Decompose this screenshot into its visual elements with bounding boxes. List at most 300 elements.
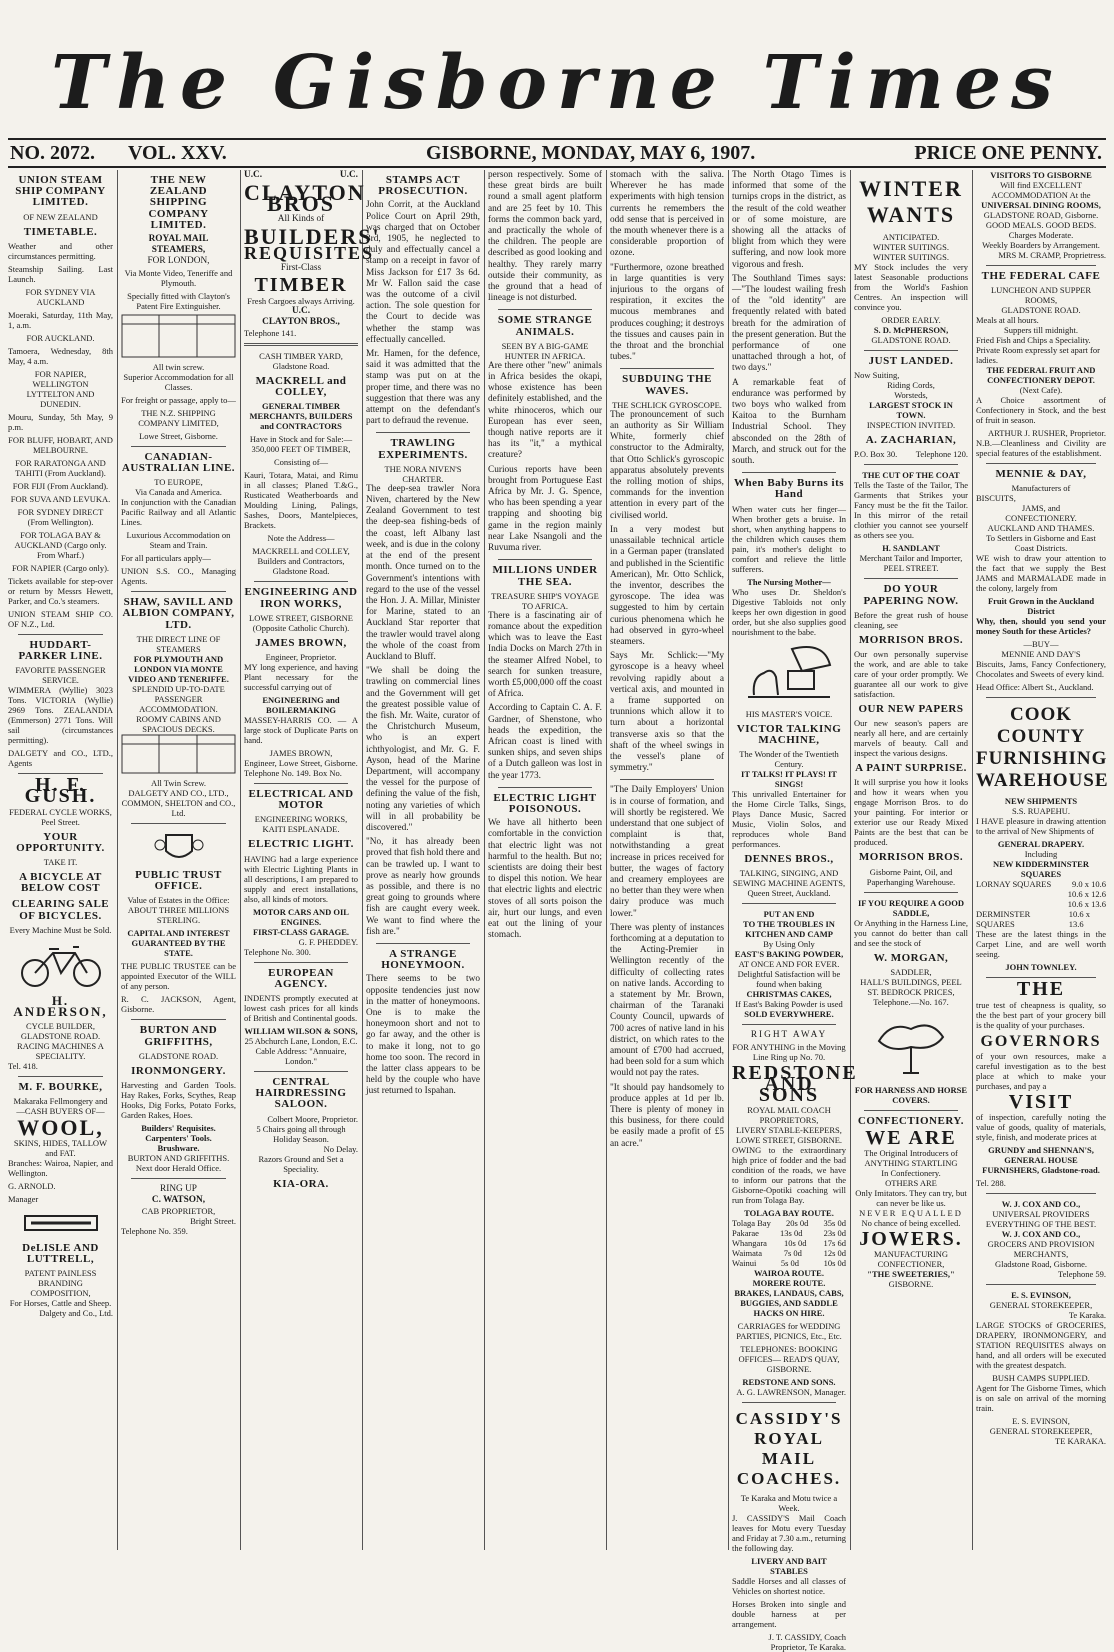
separator bbox=[864, 464, 958, 465]
worsteds: Worsteds, bbox=[894, 390, 928, 401]
wool-buyers: —CASH BUYERS OF— bbox=[16, 1106, 105, 1117]
now-suiting: Now Suiting, bbox=[854, 370, 900, 381]
others-are: OTHERS ARE bbox=[885, 1178, 937, 1189]
delightful-text: Delightful Satisfaction will be found when baking bbox=[737, 969, 841, 990]
sailing-line: FOR SYDNEY VIA AUCKLAND bbox=[25, 286, 96, 307]
motor-cars: MOTOR CARS AND OIL ENGINES. bbox=[253, 906, 349, 927]
column-divider bbox=[850, 170, 851, 1550]
lawrenson-manager: A. G. LAWRENSON, Manager. bbox=[736, 1387, 846, 1398]
separator bbox=[18, 634, 103, 635]
separator bbox=[131, 446, 226, 447]
gladstone-gisborne: GLADSTONE ROAD, Gisborne. bbox=[983, 210, 1099, 220]
skins-text: SKINS, HIDES, TALLOW and FAT. bbox=[13, 1137, 108, 1158]
manufacturers-of: Manufacturers of bbox=[1011, 483, 1071, 494]
sailing-line: FOR SYDNEY DIRECT (From Wellington). bbox=[17, 506, 104, 527]
separator bbox=[376, 943, 470, 944]
winter-suitings-2: WINTER SUITINGS. bbox=[872, 252, 950, 262]
harness-text: Or Anything in the Harness Line, you cannot do better than call and see the stock of bbox=[854, 917, 968, 948]
treasure-sub: TREASURE SHIP'S VOYAGE TO AFRICA. bbox=[491, 590, 599, 611]
grundy-name: GRUNDY and SHENNAN'S, GENERAL HOUSE FURNISHERS, Gladstone-road. bbox=[982, 1145, 1100, 1176]
queen-street: Queen Street, Auckland. bbox=[747, 888, 831, 899]
zacharian-name: A. ZACHARIAN, bbox=[865, 434, 957, 447]
route-single: 10s 0d bbox=[784, 1238, 807, 1249]
value-text: Value of Estates in the Office: ABOUT THREE MILLIONS STERLING. bbox=[127, 895, 230, 926]
royal-mail-coach: ROYAL MAIL COACH PROPRIETORS, bbox=[747, 1105, 831, 1126]
route-row bbox=[732, 1258, 846, 1268]
gladstone-gisborne-2: Gladstone Road, Gisborne. bbox=[994, 1259, 1088, 1270]
uc-right: U.C. bbox=[339, 170, 358, 180]
sailing-line: FOR FIJI (From Auckland). bbox=[12, 480, 109, 491]
particulars-text: For all particulars apply— bbox=[121, 553, 211, 564]
european-heading: EUROPEAN AGENCY. bbox=[268, 966, 334, 990]
column-divider bbox=[606, 170, 607, 1550]
coaches-text: OWING to the extraordinary high price of fodder and the bad condition of the roads, we have to inform our patrons that the Gisborne-Opotiki coaching will run from Tolaga Bay. bbox=[732, 1145, 846, 1206]
colbert-moore: Colbert Moore, Proprietor. bbox=[267, 1113, 358, 1124]
ruapehu: S.S. RUAPEHU. bbox=[1011, 806, 1071, 817]
route-row bbox=[732, 1218, 846, 1228]
forhorses-text: For Horses, Cattle and Sheep. bbox=[9, 1298, 112, 1309]
livery-stable: LIVERY STABLE-KEEPERS, bbox=[736, 1125, 842, 1136]
sailing-line: Steamship Sailing. Last Launch. bbox=[8, 263, 113, 284]
hfgush-street: Peel Street. bbox=[41, 816, 80, 827]
dalgety-agents: DALGETY AND CO., LTD., COMMON, SHELTON and CO., Ltd. bbox=[121, 788, 236, 819]
nzship-heading: THE NEW ZEALAND SHIPPING COMPANY LIMITED. bbox=[148, 174, 209, 231]
separator bbox=[254, 581, 348, 582]
twin-screw-2: All Twin Screw. bbox=[150, 778, 207, 789]
buy: —BUY— bbox=[1023, 639, 1059, 650]
electrical-heading: ELECTRICAL AND MOTOR bbox=[248, 788, 354, 812]
cox-name: W. J. COX AND CO., bbox=[1001, 1199, 1081, 1210]
victor-text: This unrivalled Entertainer for the Home Circle Talks, Sings, Plays Dance Music, Sacred Music, Violin Solos, and reproduces whole Band performances. bbox=[732, 789, 846, 850]
townley-name: JOHN TOWNLEY. bbox=[1005, 962, 1077, 973]
morgan-tel: Telephone.—No. 167. bbox=[873, 996, 949, 1007]
watson-tel: Telephone No. 359. bbox=[121, 1226, 188, 1237]
sailing-line: FOR TOLAGA BAY & AUCKLAND (Cargo only. From Wharf.) bbox=[14, 529, 107, 560]
route-return: 17s 6d bbox=[823, 1238, 846, 1249]
sandlant-name: H. SANDLANT bbox=[882, 543, 940, 554]
burton-heading: BURTON AND GRIFFITHS, bbox=[139, 1024, 218, 1048]
weekly-boarders: Weekly Boarders by Arrangement. bbox=[982, 240, 1100, 250]
separator bbox=[131, 1178, 226, 1179]
morere-route: MORERE ROUTE. bbox=[752, 1278, 826, 1289]
route-return: 35s 0d bbox=[823, 1218, 846, 1229]
large-stocks: LARGE STOCKS of GROCERIES, DRAPERY, IRONMONGERY, and STATION REQUISITES always on hand, and all orders will be executed with the greatest despatch. bbox=[976, 1320, 1106, 1371]
separator bbox=[864, 1110, 958, 1111]
jtcassidy-name: J. T. CASSIDY, Coach Proprietor, Te Karaka. bbox=[768, 1632, 846, 1652]
first-class-garage: FIRST-CLASS GARAGE. bbox=[252, 926, 350, 937]
route-row bbox=[732, 1238, 846, 1248]
arnold-name: G. ARNOLD. bbox=[8, 1180, 56, 1191]
winter-suitings: WINTER SUITINGS. bbox=[872, 242, 950, 252]
separator bbox=[131, 823, 226, 824]
eng-boiler: ENGINEERING and BOILERMAKING bbox=[262, 695, 340, 716]
never-equalled: NEVER EQUALLED bbox=[859, 1208, 963, 1219]
trawl-text-2: "We shall be doing the trawling on commercial lines and the Government will get the greatest possible value of the fish. Mr. Waite, curator of the Christchurch Museum, who is an expert ichthyologist, and Mr. G. F. Ayson, head of the Marine Department, will accompany the vessel for the purpose of defining the value of the fish, noting any varieties of which will in all probability be discovered." bbox=[366, 666, 480, 833]
separator bbox=[742, 472, 836, 473]
trawl-text-3: "No, it has already been proved that fish hold there and can be trawled up. I want to prove as nearly how grounds as possible, and there is no great going to grounds where fish are caught every week. We want to find where the fish are." bbox=[366, 837, 480, 937]
jowers-heading: JOWERS. bbox=[859, 1228, 963, 1251]
hfgush-heading: H. F. GUSH. bbox=[24, 774, 97, 808]
sailing-line: FOR NAPIER, WELLINGTON LYTTELTON AND DUNEDIN. bbox=[26, 368, 95, 409]
clayton-tel: Telephone 141. bbox=[244, 328, 297, 339]
including: Including bbox=[1024, 849, 1058, 860]
mfg-confectioner: MANUFACTURING CONFECTIONER, bbox=[874, 1249, 948, 1270]
cleanliness: N.B.—Cleanliness and Civility are special features of the establishment. bbox=[976, 438, 1106, 459]
separator bbox=[254, 1071, 348, 1072]
meals-all-hours: Meals at all hours. bbox=[976, 315, 1039, 326]
mackrell-address: MACKRELL and COLLEY, Builders and Contractors, Gladstone Road. bbox=[252, 546, 350, 577]
separator bbox=[18, 1076, 103, 1077]
animals-heading: SOME STRANGE ANIMALS. bbox=[497, 314, 593, 338]
evinson-name-2: E. S. EVINSON, bbox=[1012, 1416, 1070, 1427]
lowe-street: Lowe Street, Gisborne. bbox=[139, 430, 218, 441]
opportunity-heading: YOUR OPPORTUNITY. bbox=[16, 830, 105, 854]
massey-text: MASSEY-HARRIS CO. — A large stock of Duplicate Parts on hand. bbox=[244, 715, 358, 746]
square-size: 9.0 x 10.6 bbox=[1072, 879, 1106, 890]
roomy-cabins: ROOMY CABINS AND SPACIOUS DECKS. bbox=[136, 713, 221, 734]
separator bbox=[620, 368, 714, 369]
price: PRICE ONE PENNY. bbox=[914, 142, 1102, 164]
fresh-cargoes: Fresh Cargoes always Arriving. bbox=[247, 295, 355, 306]
stamps-text-2: Mr. Hamen, for the defence, said it was admitted that the stamp was put on at the proper time, and there was no suggestion that there was any attempt on the defendant's part to defraud the revenue. bbox=[366, 349, 480, 427]
square-size: 10.6 x 12.6 bbox=[1067, 889, 1106, 900]
schlick-text: The pronouncement of such an authority as Sir William White, formerly chief constructor to the Admiralty, that Otto Schlick's gyroscopic apparatus absolutely prevents the rolling motion of ships, commands for the invention attention in every part of the civilised world. bbox=[610, 409, 724, 521]
ironmongery-heading: IRONMONGERY. bbox=[131, 1064, 226, 1077]
column-7 bbox=[732, 170, 858, 1652]
carriages-text: CARRIAGES for WEDDING PARTIES, PICNICS, Etc., Etc. bbox=[736, 1321, 842, 1342]
original-introducers: The Original Introducers of bbox=[864, 1148, 958, 1159]
tickets-text: Tickets available for step-over or return by Messrs Hewett, Parker, and Co.'s steamers. bbox=[8, 575, 113, 606]
route-return: 12s 0d bbox=[823, 1248, 846, 1259]
confectionery-9: CONFECTIONERY. bbox=[1005, 513, 1077, 524]
clearing-sale: CLEARING SALE OF BICYCLES. bbox=[11, 898, 110, 922]
jamesbrown-heading: JAMES BROWN, bbox=[255, 636, 347, 649]
nora-sub: THE NORA NIVEN'S CHARTER. bbox=[384, 463, 462, 484]
tekaraka-motu: Te Karaka and Motu twice a Week. bbox=[740, 1493, 838, 1514]
halls-buildings: HALL'S BUILDINGS, PEEL ST. BEDROCK PRICES, bbox=[860, 976, 962, 997]
separator bbox=[498, 787, 592, 788]
visit-text: of inspection, carefully noting the value of goods, quality of materials, style, finish, and moderate prices at bbox=[976, 1112, 1106, 1143]
separator bbox=[498, 309, 592, 310]
universal-providers: UNIVERSAL PROVIDERS bbox=[992, 1209, 1090, 1220]
hairdressing-heading: CENTRAL HAIRDRESSING SALOON. bbox=[255, 1076, 347, 1111]
only-imitators: Only Imitators. They can try, but can never be like us. bbox=[855, 1188, 967, 1209]
subduing-heading: SUBDUING THE WAVES. bbox=[622, 373, 712, 397]
huddart-sub: FAVORITE PASSENGER SERVICE. bbox=[15, 665, 106, 686]
mackrell-heading: MACKRELL and COLLEY, bbox=[255, 375, 347, 399]
latest-text: These are the latest things in the Carpet Line, and are well worth seeing. bbox=[976, 929, 1106, 960]
redstone-footer: REDSTONE AND SONS. bbox=[742, 1377, 836, 1388]
derminster-row bbox=[976, 909, 1106, 929]
anderson-sub: CYCLE BUILDER, bbox=[26, 1021, 95, 1032]
for-london: FOR LONDON, bbox=[147, 256, 210, 267]
if-easts: If East's Baking Powder is used bbox=[735, 999, 843, 1010]
huddart-agents: DALGETY and CO., LTD., Agents bbox=[8, 748, 113, 769]
visit-heading: VISIT bbox=[1008, 1090, 1074, 1113]
booking-offices: TELEPHONES: BOOKING OFFICES— READ'S QUAY, GISBORNE. bbox=[738, 1344, 840, 1375]
jams: JAMS, and bbox=[1021, 503, 1061, 514]
separator bbox=[742, 1402, 836, 1403]
saddle-horses: Saddle Horses and all classes of Vehicles on shortest notice. bbox=[732, 1576, 846, 1597]
general-storekeeper: GENERAL STOREKEEPER, bbox=[989, 1300, 1093, 1311]
gov-text: of your own resources, make a careful investigation as to the best place at which to make your purchases, and pay a bbox=[976, 1050, 1106, 1091]
cox-tel: Telephone 59. bbox=[1057, 1269, 1106, 1280]
col5-text: person respectively. Some of these great birds are built round a small agent platform and are 25 feet by 10. This forms the common back yard, and practically the whole of the children. The people are described as good looking and healthy. They rarely marry outside their community, as the ground that a head of lineage is not disturbed. bbox=[488, 170, 602, 304]
woods-text: Kauri, Totara, Matai, and Rimu in all classes; Planed T.&G., Rusticated Weatherboards and Moulding Lining, Palings, Sashes, Doors, Mantelpieces, Brackets. bbox=[244, 470, 358, 531]
separator bbox=[131, 1019, 226, 1020]
we-are: WE ARE bbox=[865, 1127, 957, 1150]
col7-text-2: The Southland Times says:—"The loudest wailing fresh of the "old identity" are frequently related with bated breath for the admiration of the present generation. But the performance of one unattached through a hot, of two days." bbox=[732, 273, 846, 374]
jams-biscuits: Biscuits, Jams, Fancy Confectionery, Chocolates and Sweets of every kind. bbox=[976, 659, 1106, 680]
zacharian-contact bbox=[854, 449, 968, 459]
trouble-text: TO THE TROUBLES IN KITCHEN AND CAMP bbox=[743, 919, 835, 940]
fried-fish: Fried Fish and Chips a Speciality. bbox=[976, 335, 1091, 346]
engineering-heading: ENGINEERING AND IRON WORKS, bbox=[244, 586, 358, 610]
coat-of-arms-icon bbox=[154, 829, 204, 865]
unionsco-agents: UNION S.S. CO., Managing Agents. bbox=[121, 566, 236, 587]
sailing-line: FOR AUCKLAND. bbox=[26, 332, 95, 343]
column-8 bbox=[854, 170, 968, 1550]
paint-text: It will surprise you how it looks and how it wears when you engage Morrison Bros. to do your painting. For interior or exterior use our Ready Mixed Paints are the best that can be produced. bbox=[854, 777, 968, 848]
anderson-road: GLADSTONE ROAD. bbox=[20, 1031, 101, 1042]
column-divider bbox=[972, 170, 973, 1550]
morrison-text: Our own personally supervise the work, and are able to take care of your order promptly. We guarantee all our work to give satisfaction. bbox=[854, 649, 968, 700]
column-6 bbox=[610, 170, 724, 1550]
anderson-tel: Tel. 418. bbox=[8, 1061, 38, 1072]
jowers-gisborne: GISBORNE. bbox=[888, 1279, 934, 1290]
papering-text: Before the great rush of house cleaning, see bbox=[854, 609, 968, 630]
cox-name-2: W. J. COX AND CO., bbox=[1001, 1229, 1081, 1240]
uc-left: U.C. bbox=[244, 170, 263, 180]
sailing-line: Mouru, Sunday, 5th May, 9 p.m. bbox=[8, 411, 113, 432]
opposite-church: (Opposite Catholic Church). bbox=[252, 622, 350, 633]
cable-address: Cable Address: "Annuaire, London." bbox=[255, 1046, 347, 1067]
route-return: 10s 0d bbox=[823, 1258, 846, 1269]
bright-street: Bright Street. bbox=[190, 1216, 236, 1227]
wonder-text: The Wonder of the Twentieth Century. bbox=[739, 749, 839, 770]
dalgety-footer: Dalgety and Co., Ltd. bbox=[39, 1308, 113, 1319]
route-single: 5s 0d bbox=[780, 1258, 800, 1269]
mennie-days: MENNIE AND DAY'S bbox=[1001, 649, 1081, 660]
route-place: Whangara bbox=[732, 1238, 767, 1249]
bourke-sub: Makaraka Fellmongery and bbox=[13, 1096, 108, 1107]
cash-timber: CASH TIMBER YARD, bbox=[259, 351, 343, 362]
route-single: 13s 0d bbox=[780, 1228, 803, 1239]
rusher-name: ARTHUR J. RUSHER, Proprietor. bbox=[987, 428, 1106, 439]
route-row bbox=[732, 1228, 846, 1238]
comprising-text: Consisting of— bbox=[273, 457, 329, 468]
plymouth-line: FOR PLYMOUTH AND LONDON VIA MONTE VIDEO AND TENERIFFE. bbox=[128, 653, 229, 684]
anderson-heading: H. ANDERSON, bbox=[13, 992, 108, 1020]
column-5 bbox=[488, 170, 602, 1550]
bourke-heading: M. F. BOURKE, bbox=[18, 1081, 103, 1094]
lowe-street: LOWE STREET, GISBORNE bbox=[249, 612, 353, 623]
square-size: 10.6 x 13.6 bbox=[1068, 909, 1090, 930]
winter-wants-heading: WINTER WANTS bbox=[859, 176, 963, 227]
no-delay: No Delay. bbox=[323, 1143, 358, 1154]
route-single: 20s 0d bbox=[785, 1218, 809, 1229]
settlers: To Settlers in Gisborne and East Coast Districts. bbox=[986, 533, 1096, 554]
biscuits: BISCUITS, bbox=[976, 493, 1016, 504]
stock-text: Have in Stock and for Sale:— 350,000 FEET OF TIMBER, bbox=[249, 434, 353, 455]
schlick-sub: THE SCHLICK GYROSCOPE. bbox=[612, 399, 722, 410]
sweeteries: "THE SWEETERIES," bbox=[867, 1269, 955, 1280]
ring-up: RING UP bbox=[160, 1184, 197, 1195]
nursing-text: Who uses Dr. Sheldon's Digestive Tabloids not only keeps her own digestion in good order, but she also supplies good nourishment to the babe. bbox=[732, 586, 846, 637]
separator bbox=[498, 559, 592, 560]
kidderminster: NEW KIDDERMINSTER SQUARES bbox=[993, 859, 1089, 880]
te-karaka-2: TE KARAKA. bbox=[1055, 1436, 1106, 1447]
agent-text: Agent for The Gisborne Times, which is on sale on arrival of the morning train. bbox=[976, 1383, 1106, 1414]
column-divider bbox=[117, 170, 118, 1550]
brakes-text: BRAKES, LANDAUS, CABS, BUGGIES, AND SADDLE HACKS ON HIRE. bbox=[734, 1288, 844, 1319]
general-drapery: GENERAL DRAPERY. bbox=[997, 839, 1085, 850]
separator bbox=[986, 265, 1096, 266]
new-papers-text: Our new season's papers are nearly all here, and are certainly marvels of beauty. Call and inspect the various designs. bbox=[854, 718, 968, 759]
will-find: Will find EXCELLENT ACCOMMODATION At the bbox=[991, 180, 1091, 200]
cut-of-coat: THE CUT OF THE COAT bbox=[862, 470, 960, 481]
builders-heading: BUILDERS' bbox=[244, 223, 381, 249]
clayton-bros: CLAYTON BROS., bbox=[262, 316, 340, 327]
private-room: Private Room expressly set apart for ladies. bbox=[976, 345, 1100, 366]
animals-text: Are there other "new" animals in Africa besides the okapi, whose existence has been definitely established, and the white rhinoceros, which our European has ever seen, though native reports are it has its "it," a mythical creature? bbox=[488, 360, 602, 461]
route-return: 23s 0d bbox=[823, 1228, 846, 1239]
nzship-name: THE N.Z. SHIPPING COMPANY LIMITED, bbox=[138, 407, 219, 428]
gladstone-road: GLADSTONE ROAD. bbox=[1001, 305, 1081, 316]
schlick-text-6: "It should pay handsomely to produce apples at 1d per lb. There is plenty of money in this business, for there could be easily made a profit of £5 an acre." bbox=[610, 1082, 724, 1149]
freight-text: For freight or passage, apply to— bbox=[121, 394, 236, 405]
wilson-address: 25 Abchurch Lane, London, E.C. bbox=[244, 1036, 358, 1047]
no-chance: No chance of being excelled. bbox=[861, 1218, 961, 1229]
route-place: Tolaga Bay bbox=[732, 1218, 771, 1229]
schlick-text-2: In a very modest but unassailable technical article in a German paper (translated and published in the Scientific American), Mr. Otto Schlick, the inventor, describes the gyroscope. The idea was suggested to him by certain curious phenomena which he had observed in gyro-wheel steamers. bbox=[610, 524, 724, 647]
poison-text: We have all hitherto been comfortable in the conviction that electric light was not harmful to the health. But no; scientists are doing their best to dispel this notion. We hear that electric lights and electric stoves of all sorts poison the air, hurt our lungs, and even eat out the lining of your stomach. bbox=[488, 818, 602, 941]
charges: Charges Moderate. bbox=[1008, 230, 1074, 240]
schlick-text-5: There was plenty of instances forthcoming at a deputation to the Acting-Premier in Wellington recently of the difficulty of collecting rates on native lands. According to a statement by Mr. Brown, chairman of the Taranaki County Council, upwards of 700 acres of native land in his district, on which rates to the amount of £700 had accrued, had been sold for a sum which would not pay the rates. bbox=[610, 922, 724, 1079]
baking-powder: EAST'S BAKING POWDER, bbox=[734, 949, 844, 960]
sailing-table-icon bbox=[121, 314, 236, 358]
horses-broken: Horses Broken into single and double harness at per arrangement. bbox=[732, 1599, 846, 1630]
animals-sub: SEEN BY A BIG-GAME HUNTER IN AFRICA. bbox=[501, 340, 589, 361]
col6-text-2: "Furthermore, ozone breathed in large quantities is very injurious to the organs of respiration, it excites the mucous membranes and produces coughing; it destroys the tissues and causes pain in the throat and the bronchial tubes." bbox=[610, 262, 724, 363]
col7-text: The North Otago Times is informed that some of the turnips crops in the district, as the result of the cold weather or of some moisture, are showing all the attacks of blight from which they were suffering, and now look more vigorous and fresh. bbox=[732, 170, 846, 270]
phedder-tel: Telephone No. 300. bbox=[244, 946, 311, 957]
bush-camps: BUSH CAMPS SUPPLIED. bbox=[992, 1373, 1090, 1384]
anticipated: ANTICIPATED. bbox=[882, 232, 940, 242]
sold-everywhere: SOLD EVERYWHERE. bbox=[744, 1009, 834, 1020]
wewish-text: WE wish to draw your attention to the fact that we supply the Best JAMS and MARMALADE made in the colony, largely from bbox=[976, 553, 1106, 594]
capital-text: CAPITAL AND INTEREST GUARANTEED BY THE STATE. bbox=[127, 928, 230, 959]
luncheon-rooms: LUNCHEON AND SUPPER ROOMS, bbox=[990, 285, 1092, 306]
burton-footer: BURTON AND GRIFFITHS. Next door Herald Office. bbox=[127, 1153, 230, 1174]
it-sings: IT TALKS! IT PLAYS! IT SINGS! bbox=[741, 769, 837, 790]
trawl-text: The deep-sea trawler Nora Niven, chartered by the New Zealand Government to test the deep-sea fishing-beds of the coast, left Albany last week, and is due in the colony at the end of the present month. Once turned on to the Government's intentions with regard to the use of the vessel the Hon. J. A. Millar, Minister for Marine, stated to an Auckland Star reporter that the trawler would travel along the whole of the coast from Auckland to Bluff. bbox=[366, 483, 480, 662]
watson-name: C. WATSON, bbox=[151, 1195, 206, 1206]
sailing-line: FOR BLUFF, HOBART, AND MELBOURNE. bbox=[8, 434, 113, 455]
morrison-heading-2: MORRISON BROS. bbox=[858, 851, 964, 864]
column-9 bbox=[976, 170, 1109, 1550]
eng-works: ENGINEERING WORKS, bbox=[254, 814, 348, 825]
peel-street: PEEL STREET. bbox=[883, 563, 939, 574]
separator bbox=[986, 463, 1096, 464]
head-office: Head Office: Albert St., Auckland. bbox=[976, 682, 1094, 693]
separator bbox=[864, 892, 958, 893]
clayton-heading: CLAYTON BROS bbox=[244, 180, 366, 217]
racing-machines: RACING MACHINES A SPECIALITY. bbox=[17, 1041, 104, 1062]
suppers: Suppers till midnight. bbox=[1004, 325, 1078, 336]
royal-mail: ROYAL MAIL STEAMERS, bbox=[148, 234, 209, 256]
column-divider bbox=[362, 170, 363, 1550]
stamps-text: John Corrit, at the Auckland Police Court on April 29th, was charged that on October 3rd, 1905, he neglected to duly and effectually cancel a stamp on a receipt in favor of Miss Jackson for £17 3s 6d. Mr W. Fallon said the case was the outcome of a civil action. The sole question for the Court to decide was whether the stamp was effectually cancelled. bbox=[366, 200, 480, 345]
masthead-rule bbox=[8, 138, 1106, 140]
once-for-ever: AT ONCE AND FOR EVER. bbox=[738, 959, 840, 970]
luxurious-text: Luxurious Accommodation on Steam and Train. bbox=[126, 530, 231, 551]
column-divider bbox=[240, 170, 241, 1550]
column-1 bbox=[8, 170, 113, 1550]
fruit-grown: Fruit Grown in the Auckland District bbox=[987, 596, 1095, 617]
evinson-name: E. S. EVINSON, bbox=[1011, 1290, 1071, 1301]
bicycle-heading: A BICYCLE AT BELOW COST bbox=[19, 871, 102, 895]
grocers: GROCERS AND PROVISION MERCHANTS, bbox=[987, 1239, 1095, 1260]
separator bbox=[986, 1193, 1096, 1194]
treasure-text-2: According to Captain C. A. F. Gardner, of Shenstone, who heads the expedition, the African coast is lined with sunken ships, and seven ships of a Dutch galleon was lost in the year 1773. bbox=[488, 703, 602, 781]
volume-number: VOL. XXV. bbox=[128, 142, 227, 164]
true-test: true test of cheapness is quality, so the the best part of your grocery bill is the quality of your purchases. bbox=[976, 999, 1106, 1030]
papering-heading: DO YOUR PAPERING NOW. bbox=[863, 583, 959, 607]
lowe-street-gisborne: LOWE STREET, GISBORNE. bbox=[735, 1135, 843, 1146]
good-saddle: IF YOU REQUIRE A GOOD SADDLE, bbox=[857, 897, 965, 918]
iron-items: Harvesting and Garden Tools. Hay Rakes, Forks, Scythes, Reap Hooks, Dig Forks, Potato Forks, Garden Rakes, Hoes. bbox=[121, 1080, 236, 1121]
splendid-accommodation: SPLENDID UP-TO-DATE PASSENGER ACCOMMODATION. bbox=[132, 683, 225, 714]
separator bbox=[244, 343, 358, 346]
grundy-tel: Tel. 288. bbox=[976, 1178, 1006, 1189]
phedder-name: G. F. PHEDDEY. bbox=[298, 936, 358, 947]
sailing-line: Tamoera, Wednesday, 8th May, 4 a.m. bbox=[8, 345, 113, 366]
elight-heading: ELECTRIC LIGHT. bbox=[248, 838, 354, 851]
column-2 bbox=[121, 170, 236, 1550]
new-shipments: NEW SHIPMENTS bbox=[1004, 796, 1078, 807]
schlick-text-4: "The Daily Employers' Union is in course of formation, and will shortly be registered. We understand that one subject of complaint is that, notwithstanding a great increase in prices received for butter, the wages of factory and creamery employees are no better than they were when dairy produce was much lower." bbox=[610, 785, 724, 919]
dateline-rule bbox=[8, 166, 1106, 168]
cramp-name: MRS M. CRAMP, Proprietress. bbox=[998, 250, 1106, 260]
huddart-text: WIMMERA (Wyllie) 3023 Tons. VICTORIA (Wyllie) 2969 Tons. ZEALANDIA (Emmerson) 2771 Tons. Will sail (circumstances permitting). bbox=[8, 685, 113, 746]
mcpherson-name: S. D. McPHERSON, bbox=[873, 325, 949, 335]
wilson-name: WILLIAM WILSON & SONS, bbox=[244, 1026, 358, 1037]
paint-surprise-heading: A PAINT SURPRISE. bbox=[855, 762, 967, 775]
merchant-tailor: Merchant Tailor and Importer, bbox=[859, 553, 963, 564]
kiaora: KIA-ORA. bbox=[273, 1177, 329, 1190]
carpenters-tools: Carpenters' Tools. bbox=[145, 1133, 212, 1144]
note-address: Note the Address— bbox=[267, 533, 335, 544]
by-using: By Using Only bbox=[763, 939, 815, 950]
separator bbox=[864, 350, 958, 351]
shawsavill-heading: SHAW, SAVILL AND ALBION COMPANY, LTD. bbox=[122, 596, 235, 631]
cassidy-text: J. CASSIDY'S Mail Coach leaves for Motu every Tuesday and Friday at 7.30 a.m., returning the following day. bbox=[732, 1513, 847, 1554]
engineer-2: Engineer, Lowe Street, Gisborne. bbox=[244, 758, 358, 769]
auckland-thames: AUCKLAND AND THAMES. bbox=[987, 523, 1095, 534]
governors-heading: GOVERNORS bbox=[980, 1032, 1102, 1050]
elight-text: HAVING had a large experience with Electric Lighting Plants in all descriptions, I am prepared to supply and erect installations, also, all kinds of motors. bbox=[244, 853, 358, 904]
universal-dining: UNIVERSAL DINING ROOMS, bbox=[981, 200, 1101, 210]
delisle-heading: DeLISLE AND LUTTRELL, bbox=[22, 1241, 99, 1265]
new-papers-heading: OUR NEW PAPERS bbox=[858, 703, 964, 716]
honeymoon-text: There seems to be two opposite tendencies just now in the matter of honeymoons. One is to make the honeymoon short and not to go far away, and the other is to make it long, not to go home too soon. The record in the latter class appears to be held by the couple who have just returned to Ispahan. bbox=[366, 974, 480, 1097]
burns-text: When water cuts her finger—When brother gets a bruise. In short, when anything happens to the children which causes them pain, it's mother's delight to comfort and relieve the little sufferers. bbox=[732, 503, 846, 574]
union-heading: UNION STEAM SHIP COMPANY LIMITED. bbox=[15, 174, 106, 209]
route-single: 7s 0d bbox=[783, 1248, 802, 1259]
sailing-line: Moeraki, Saturday, 11th May, 1, a.m. bbox=[8, 309, 113, 330]
cassidy-heading: CASSIDY'S ROYAL MAIL COACHES. bbox=[735, 1409, 843, 1489]
